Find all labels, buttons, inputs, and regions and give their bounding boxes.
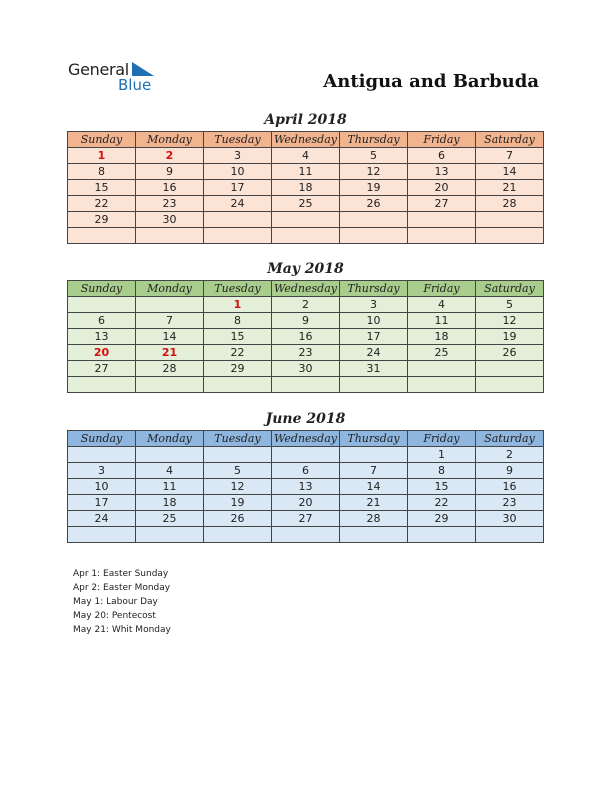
day-cell: 31 (340, 361, 408, 377)
weekday-header: Sunday (68, 431, 136, 447)
day-cell: 26 (340, 196, 408, 212)
week-row (68, 228, 544, 244)
day-cell (204, 228, 272, 244)
day-cell (476, 527, 544, 543)
weekday-header-row (68, 281, 544, 297)
day-cell: 28 (136, 361, 204, 377)
day-cell: 4 (136, 463, 204, 479)
week-row (68, 212, 544, 228)
weekday-header: Friday (408, 132, 476, 148)
day-cell: 20 (408, 180, 476, 196)
day-cell (136, 228, 204, 244)
day-cell (272, 212, 340, 228)
holiday-note: Apr 2: Easter Monday (73, 583, 171, 593)
weekday-header: Wednesday (272, 431, 340, 447)
day-cell (68, 377, 136, 393)
generalblue-logo (68, 60, 168, 96)
day-cell: 29 (408, 511, 476, 527)
day-cell: 2 (136, 148, 204, 164)
week-row (68, 297, 544, 313)
day-cell (340, 527, 408, 543)
weekday-header: Monday (136, 132, 204, 148)
holiday-note: May 21: Whit Monday (73, 625, 171, 635)
day-cell: 13 (408, 164, 476, 180)
day-cell: 5 (340, 148, 408, 164)
calendar-table (67, 280, 544, 393)
week-row (68, 463, 544, 479)
day-cell (408, 228, 476, 244)
day-cell: 12 (204, 479, 272, 495)
day-cell: 27 (272, 511, 340, 527)
weekday-header: Friday (408, 281, 476, 297)
day-cell: 19 (476, 329, 544, 345)
week-row (68, 345, 544, 361)
day-cell: 20 (68, 345, 136, 361)
day-cell: 5 (476, 297, 544, 313)
weekday-header: Sunday (68, 281, 136, 297)
day-cell: 7 (136, 313, 204, 329)
day-cell: 23 (476, 495, 544, 511)
day-cell: 29 (204, 361, 272, 377)
day-cell (340, 228, 408, 244)
day-cell (204, 212, 272, 228)
day-cell: 6 (272, 463, 340, 479)
weekday-header: Monday (136, 431, 204, 447)
day-cell (204, 377, 272, 393)
day-cell: 16 (272, 329, 340, 345)
weekday-header: Sunday (68, 132, 136, 148)
day-cell: 21 (136, 345, 204, 361)
day-cell: 25 (408, 345, 476, 361)
logo-word-blue: Blue (118, 76, 152, 94)
day-cell: 1 (408, 447, 476, 463)
day-cell (136, 297, 204, 313)
weekday-header: Thursday (340, 431, 408, 447)
day-cell: 14 (476, 164, 544, 180)
country-title: Antigua and Barbuda (323, 71, 539, 92)
day-cell: 9 (272, 313, 340, 329)
day-cell (136, 447, 204, 463)
day-cell: 3 (340, 297, 408, 313)
day-cell: 14 (340, 479, 408, 495)
day-cell: 14 (136, 329, 204, 345)
week-row (68, 511, 544, 527)
weekday-header: Saturday (476, 281, 544, 297)
week-row (68, 527, 544, 543)
month-title: April 2018 (264, 112, 347, 128)
day-cell: 10 (204, 164, 272, 180)
day-cell: 21 (340, 495, 408, 511)
weekday-header: Saturday (476, 132, 544, 148)
day-cell: 29 (68, 212, 136, 228)
week-row (68, 447, 544, 463)
day-cell: 4 (272, 148, 340, 164)
day-cell (408, 212, 476, 228)
weekday-header: Saturday (476, 431, 544, 447)
weekday-header-row (68, 132, 544, 148)
day-cell: 8 (68, 164, 136, 180)
day-cell: 1 (68, 148, 136, 164)
holiday-note: May 20: Pentecost (73, 611, 156, 621)
calendar-table (67, 430, 544, 543)
day-cell (340, 212, 408, 228)
weekday-header: Thursday (340, 132, 408, 148)
day-cell (272, 377, 340, 393)
day-cell: 11 (408, 313, 476, 329)
weekday-header: Thursday (340, 281, 408, 297)
week-row (68, 313, 544, 329)
weekday-header: Wednesday (272, 281, 340, 297)
day-cell (476, 212, 544, 228)
day-cell: 27 (408, 196, 476, 212)
day-cell: 24 (340, 345, 408, 361)
day-cell: 19 (204, 495, 272, 511)
month-june (67, 409, 544, 543)
day-cell: 16 (476, 479, 544, 495)
day-cell: 13 (68, 329, 136, 345)
day-cell: 22 (408, 495, 476, 511)
day-cell (476, 377, 544, 393)
day-cell: 23 (272, 345, 340, 361)
day-cell: 15 (68, 180, 136, 196)
holiday-note: Apr 1: Easter Sunday (73, 569, 169, 579)
week-row (68, 196, 544, 212)
day-cell: 15 (204, 329, 272, 345)
day-cell: 3 (204, 148, 272, 164)
week-row (68, 479, 544, 495)
logo-triangle-icon (132, 62, 154, 76)
day-cell: 17 (340, 329, 408, 345)
weekday-header: Wednesday (272, 132, 340, 148)
day-cell: 26 (204, 511, 272, 527)
day-cell (476, 228, 544, 244)
day-cell: 13 (272, 479, 340, 495)
week-row (68, 180, 544, 196)
day-cell: 7 (476, 148, 544, 164)
day-cell (68, 297, 136, 313)
day-cell: 2 (476, 447, 544, 463)
day-cell: 30 (476, 511, 544, 527)
day-cell: 8 (204, 313, 272, 329)
week-row (68, 148, 544, 164)
day-cell: 9 (476, 463, 544, 479)
day-cell: 18 (408, 329, 476, 345)
month-april (67, 110, 544, 244)
day-cell: 5 (204, 463, 272, 479)
day-cell (340, 447, 408, 463)
day-cell: 22 (68, 196, 136, 212)
day-cell: 6 (408, 148, 476, 164)
day-cell: 30 (136, 212, 204, 228)
day-cell: 11 (272, 164, 340, 180)
day-cell: 7 (340, 463, 408, 479)
day-cell (272, 447, 340, 463)
month-title: May 2018 (267, 261, 344, 277)
week-row (68, 361, 544, 377)
day-cell: 28 (340, 511, 408, 527)
day-cell: 15 (408, 479, 476, 495)
day-cell (476, 361, 544, 377)
day-cell: 25 (272, 196, 340, 212)
month-title: June 2018 (265, 411, 346, 427)
day-cell: 10 (340, 313, 408, 329)
weekday-header: Tuesday (204, 132, 272, 148)
day-cell: 24 (204, 196, 272, 212)
day-cell: 6 (68, 313, 136, 329)
weekday-header: Friday (408, 431, 476, 447)
day-cell (408, 361, 476, 377)
week-row (68, 329, 544, 345)
day-cell: 27 (68, 361, 136, 377)
day-cell: 22 (204, 345, 272, 361)
month-may (67, 259, 544, 393)
day-cell: 11 (136, 479, 204, 495)
day-cell: 12 (476, 313, 544, 329)
day-cell: 20 (272, 495, 340, 511)
day-cell: 2 (272, 297, 340, 313)
day-cell: 30 (272, 361, 340, 377)
day-cell: 23 (136, 196, 204, 212)
day-cell: 17 (204, 180, 272, 196)
day-cell (408, 527, 476, 543)
day-cell (272, 228, 340, 244)
day-cell (204, 527, 272, 543)
day-cell: 9 (136, 164, 204, 180)
day-cell: 16 (136, 180, 204, 196)
week-row (68, 164, 544, 180)
day-cell: 3 (68, 463, 136, 479)
day-cell: 12 (340, 164, 408, 180)
day-cell (136, 527, 204, 543)
logo-word-general: General (68, 60, 129, 79)
day-cell: 10 (68, 479, 136, 495)
day-cell: 8 (408, 463, 476, 479)
day-cell: 24 (68, 511, 136, 527)
day-cell (68, 447, 136, 463)
week-row (68, 495, 544, 511)
day-cell: 18 (272, 180, 340, 196)
holiday-note: May 1: Labour Day (73, 597, 158, 607)
weekday-header: Monday (136, 281, 204, 297)
day-cell: 28 (476, 196, 544, 212)
day-cell: 26 (476, 345, 544, 361)
weekday-header-row (68, 431, 544, 447)
day-cell: 25 (136, 511, 204, 527)
day-cell (340, 377, 408, 393)
calendar-table (67, 131, 544, 244)
day-cell (68, 527, 136, 543)
day-cell: 17 (68, 495, 136, 511)
week-row (68, 377, 544, 393)
day-cell: 4 (408, 297, 476, 313)
day-cell: 19 (340, 180, 408, 196)
day-cell: 1 (204, 297, 272, 313)
day-cell: 21 (476, 180, 544, 196)
day-cell (68, 228, 136, 244)
day-cell (272, 527, 340, 543)
day-cell: 18 (136, 495, 204, 511)
day-cell (408, 377, 476, 393)
weekday-header: Tuesday (204, 431, 272, 447)
day-cell (136, 377, 204, 393)
day-cell (204, 447, 272, 463)
holiday-notes (73, 567, 171, 637)
weekday-header: Tuesday (204, 281, 272, 297)
